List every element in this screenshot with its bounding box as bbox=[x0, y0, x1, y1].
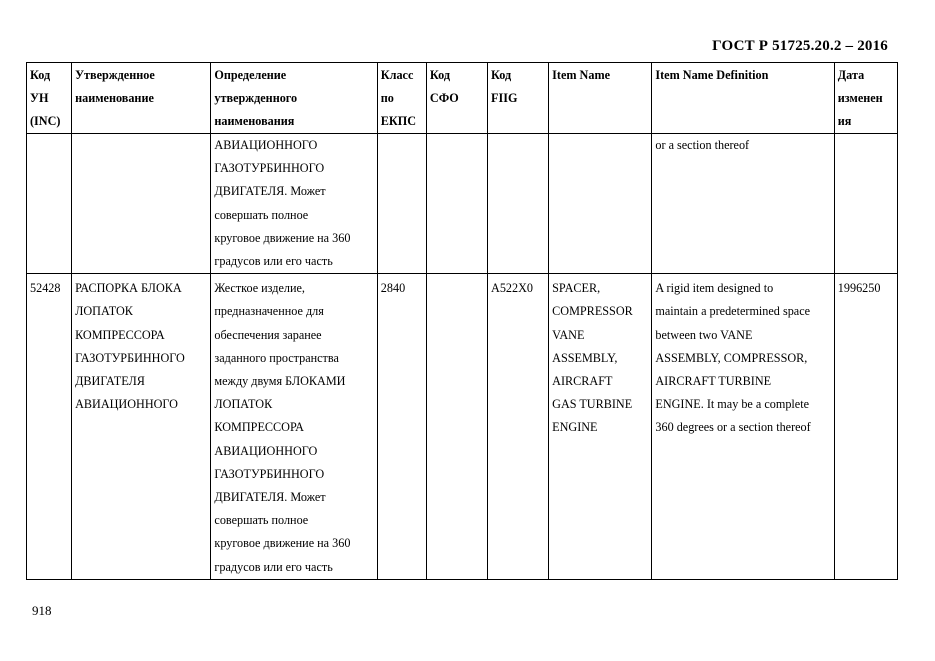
cell-text-line: maintain a predetermined space bbox=[655, 304, 811, 319]
column-date-header bbox=[834, 63, 897, 134]
cell-text-line: ЛОПАТОК bbox=[214, 397, 273, 412]
cell-text-line: совершать полное bbox=[214, 513, 309, 528]
header-line: ЕКПС bbox=[380, 114, 417, 128]
cell-text-line: GAS TURBINE bbox=[552, 397, 633, 412]
column-inc-header bbox=[27, 63, 72, 134]
cell-text-line: ENGINE bbox=[552, 420, 598, 435]
cell-text-line: заданного пространства bbox=[214, 350, 339, 365]
column-item-definition-cell bbox=[652, 134, 834, 274]
column-approved-name-cell bbox=[72, 274, 211, 580]
cell-text-line: ЛОПАТОК bbox=[75, 304, 133, 319]
column-class-cell bbox=[377, 274, 426, 580]
column-definition-cell bbox=[211, 134, 377, 274]
cell-text-line: АВИАЦИОННОГО bbox=[75, 397, 178, 412]
header-line: Утвержденное bbox=[75, 68, 155, 82]
cell-text-line: AIRCRAFT TURBINE bbox=[655, 374, 772, 389]
column-definition-header bbox=[211, 63, 377, 134]
cell-text-line: совершать полное bbox=[214, 207, 309, 222]
header-line: СФО bbox=[429, 91, 459, 105]
cell-text-line: between two VANE bbox=[655, 327, 753, 342]
header-line: наименование bbox=[75, 91, 154, 105]
column-approved-name-header bbox=[72, 63, 211, 134]
cell-text-line: VANE bbox=[552, 327, 585, 342]
table-body bbox=[27, 134, 898, 580]
cell-text-line: градусов или его часть bbox=[214, 559, 333, 574]
table-row bbox=[27, 274, 898, 580]
column-fiig-cell bbox=[488, 274, 549, 580]
cell-text-line: круговое движение на 360 bbox=[214, 230, 351, 245]
cell-text-line: Жесткое изделие, bbox=[214, 281, 305, 296]
header-line: Item Name bbox=[552, 68, 611, 82]
column-item-name-cell bbox=[549, 134, 652, 274]
column-item-definition-cell bbox=[652, 274, 834, 580]
cell-text-line: AIRCRAFT bbox=[552, 374, 613, 389]
cell-text-line: 52428 bbox=[30, 281, 61, 296]
header-line: УН bbox=[30, 91, 49, 105]
cell-text-line: A522X0 bbox=[491, 281, 533, 296]
column-date-cell bbox=[834, 274, 897, 580]
cell-text-line: обеспечения заранее bbox=[214, 327, 322, 342]
header-line: Класс bbox=[380, 68, 414, 82]
header-line: изменен bbox=[837, 91, 883, 105]
column-sfo-header bbox=[426, 63, 487, 134]
column-definition-cell bbox=[211, 274, 377, 580]
header-line: Код bbox=[30, 68, 51, 82]
header-line: Код bbox=[429, 68, 451, 82]
header-line: FIIG bbox=[491, 91, 518, 105]
header-line: (INC) bbox=[30, 114, 61, 128]
column-sfo-cell bbox=[426, 274, 487, 580]
column-inc-cell bbox=[27, 274, 72, 580]
column-item-definition-header bbox=[652, 63, 834, 134]
cell-text-line: ГАЗОТУРБИННОГО bbox=[214, 466, 325, 481]
cell-text-line: РАСПОРКА БЛОКА bbox=[75, 281, 182, 296]
column-item-name-cell bbox=[549, 274, 652, 580]
cell-text-line: КОМПРЕССОРА bbox=[214, 420, 304, 435]
header-line: Код bbox=[491, 68, 512, 82]
document-standard-header: ГОСТ Р 51725.20.2 – 2016 bbox=[712, 38, 888, 54]
page-number: 918 bbox=[32, 603, 52, 618]
cell-text-line: SPACER, bbox=[552, 281, 601, 296]
cell-text-line: 2840 bbox=[380, 281, 406, 296]
header-line: ия bbox=[837, 114, 852, 128]
cell-text-line: ASSEMBLY, COMPRESSOR, bbox=[655, 350, 808, 365]
cell-text-line: COMPRESSOR bbox=[552, 304, 633, 319]
cell-text-line: ENGINE. It may be a complete bbox=[655, 397, 810, 412]
header-line: Определение bbox=[214, 68, 287, 82]
cell-text-line: 360 degrees or a section thereof bbox=[655, 420, 811, 435]
column-fiig-header bbox=[488, 63, 549, 134]
header-line: Дата bbox=[837, 68, 865, 82]
cell-text-line: ДВИГАТЕЛЯ bbox=[75, 374, 145, 389]
cell-text-line: ГАЗОТУРБИННОГО bbox=[214, 161, 325, 176]
column-inc-cell bbox=[27, 134, 72, 274]
cell-text-line: or a section thereof bbox=[655, 138, 750, 152]
cell-text-line: ASSEMBLY, bbox=[552, 350, 618, 365]
table-row bbox=[27, 134, 898, 274]
cell-text-line: круговое движение на 360 bbox=[214, 536, 351, 551]
column-item-name-header bbox=[549, 63, 652, 134]
column-fiig-cell bbox=[488, 134, 549, 274]
cell-text-line: ДВИГАТЕЛЯ. Может bbox=[214, 490, 326, 505]
cell-text-line: КОМПРЕССОРА bbox=[75, 327, 165, 342]
header-line: наименования bbox=[214, 114, 295, 128]
cell-text-line: ДВИГАТЕЛЯ. Может bbox=[214, 184, 326, 199]
header-line: Item Name Definition bbox=[655, 68, 769, 82]
column-class-cell bbox=[377, 134, 426, 274]
cell-text-line: предназначенное для bbox=[214, 304, 324, 319]
cell-text-line: АВИАЦИОННОГО bbox=[214, 443, 318, 458]
classification-table bbox=[26, 62, 898, 580]
column-date-cell bbox=[834, 134, 897, 274]
cell-text-line: A rigid item designed to bbox=[655, 281, 774, 296]
header-line: утвержденного bbox=[214, 91, 298, 105]
header-line: по bbox=[380, 91, 394, 105]
cell-text-line: градусов или его часть bbox=[214, 254, 333, 269]
column-class-header bbox=[377, 63, 426, 134]
cell-text-line: ГАЗОТУРБИННОГО bbox=[75, 350, 185, 365]
cell-text-line: АВИАЦИОННОГО bbox=[214, 138, 318, 152]
cell-text-line: 1996250 bbox=[837, 281, 881, 296]
column-approved-name-cell bbox=[72, 134, 211, 274]
column-sfo-cell bbox=[426, 134, 487, 274]
cell-text-line: между двумя БЛОКАМИ bbox=[214, 374, 346, 389]
table-header-row bbox=[27, 63, 898, 134]
